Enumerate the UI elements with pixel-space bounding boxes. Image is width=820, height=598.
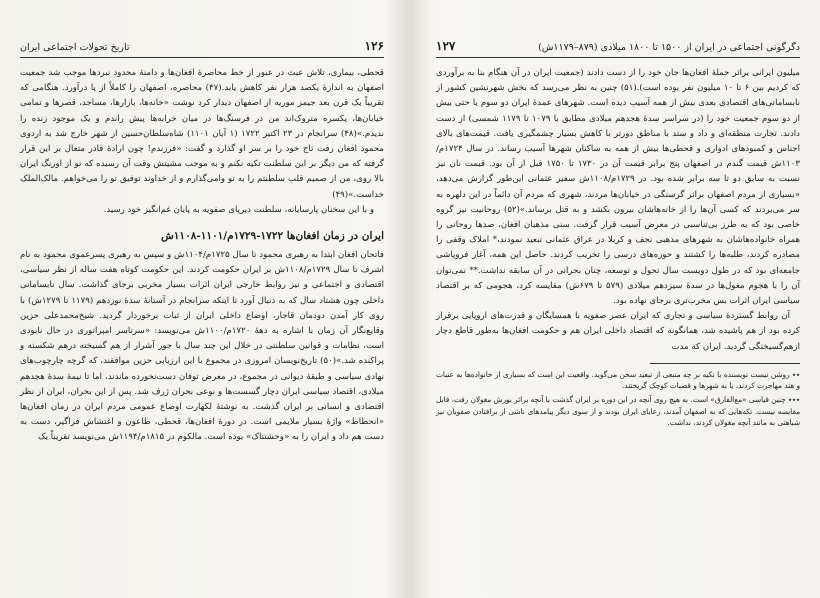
body-paragraph: فاتحان افغان ابتدا به رهبری محمود تا سال ۱۷۲۵م/۱۱۰۴ش و سپس به رهبری پسرعموی محمود به نام اشرف تا سال ۱۷۲۹م/۱۱۰۸ش بر ایران حکومت کردند. این حکومت کوتاه هفت ساله از نظر سیاسی، اقتصادی و اجتماعی و نیز روابط خارجی ایران اثرات بسیار مخربی برجای گذاشت. سال نابسامانی داخلی چون هشتاد سال که به دنبال آورد تا اینکه سرانجام در آستانهٔ سدهٔ نوزدهم (۱۱۷۹ تا ۱۲۷۹ش) با روی کار آمدن دودمان قاجار، اوضاع داخلی ایران از ثبات برخوردار گردید. شیخ‌محمدعلی حزین وقایع‌نگار آن زمان با اشاره به دههٔ ۱۷۲۰م/۱۱۰۰ش می‌نویسد: «سرتاسر امپراتوری در حال نابودی است، نظامات و قوانین سلطنتی در خلال این چند سال با جور اَشرار از هم گسیخته درهم شکسته و پراکنده شد.»(۵۰) تاریخ‌نویسان امروزی در مجموع با این ارزیابی حزین موافقند، که گرچه چارچوب‌های نهادی سیاسی و طبقهٔ دیوانی در مجموع، در معرض توفان دست‌نخورده ماندند، اما تا نیمهٔ سدهٔ هجدهم میلادی، اقتصاد سیاسی ایران دچار گسست‌ها و نوعی بحران ژرف شد. پس از این بحران، ایران از نظر اقتصادی و انسانی بر ایران گذشت. به نوشتهٔ لکهارت اوضاع عمومی مردم ایران در زمان افغان‌ها «انحطاط» واژهٔ بسیار ملایمی است. در دورهٔ افغان‌ها، قحطی، طاعون و اغتشاش فراگیر، دست به دست هم داد و ایران را به «وحشتناک» بوده است. مالکوم در ۱۸۱۵م/۱۱۹۴ش می‌نویسد تقریباً یک — [20, 250, 384, 443]
running-title: دگرگونی اجتماعی در ایران از ۱۵۰۰ تا ۱۸۰۰ میلادی (۸۷۹–۱۱۷۹ش) — [538, 42, 800, 53]
body-paragraph: و با این سخنان پارسایانه، سلطنت دیرپای صفویه به پایان غم‌انگیز خود رسید. — [103, 204, 374, 215]
footnote: ٭٭ روشن نیست نویسنده با تکیه بر چه منبعی از تبعید سخن می‌گوید. واقعیت این است که بسیاری از خانواده‌ها به عتبات و هند مهاجرت کردند، یا به شهرها و قصبات کوچک گریختند. — [436, 369, 800, 391]
left-page-header — [20, 40, 384, 58]
page-number: ۱۲۶ — [364, 39, 384, 53]
footnote: ٭٭٭ چنین قیاسی «مع‌الفارق» است. به هیچ روی آنچه در این دوره بر ایران گذشت با آنچه براثر یورش مغولان رفت، قابل مقایسه نیست. تکه‌هایی که به اصفهان آمدند، رعایای ایران بودند و از سوی دیگر پیامدهای ناشی از برافتادن صفویان نیز شباهتی به مانند آنچه مغولان کردند، نداشت. — [436, 395, 800, 428]
right-page — [410, 0, 820, 598]
body-paragraph: قحطی، بیماری، تلاش عبث در عبور از خط محاصرهٔ افغان‌ها و دامنهٔ محدود نبردها موجب شد جمعیت اصفهان به اندازهٔ یکصد هزار نفر کاهش یابد.(۴۷) محاصره، اصفهان را کاملاً از پا درآورد. هنگامی که تقریباً یک قرن بعد جیمز موریه از اصفهان دیدار کرد نوشت «خانه‌ها، بازارها، مساجد، قصرها و تمامی خیابان‌ها، یکسره متروک‌اند من در فرسنگ‌ها در میان خرابه‌ها پیش راندم و یک موجود زنده را ندیدم.»(۴۸) سرانجام در ۲۳ اکتبر ۱۷۲۲ (۱ آبان ۱۱۰۱) شاه‌سلطان‌حسین از شهر خارج شد به اردوی محمود افغان رفت تاج خود را بر سر او گذارد و گفت: «فرزندم! چون ارادهٔ قادر متعال بر این قرار گرفته که من دیگر بر این سلطنت تکیه نکنم و به موجب مشیتش وقت آن رسیده که تو از اورنگ ایران بالا روی، من از صمیم قلب سلطنتم را به تو وامی‌گذارم و از خداوند توفیق تو را می‌خواهم. مالک‌الملک خداست.»(۴۹) — [20, 68, 384, 200]
running-title: تاریخ تحولات اجتماعی ایران — [20, 42, 130, 53]
right-page-header — [436, 40, 800, 58]
footnote-divider — [650, 363, 800, 364]
body-paragraph: میلیون ایرانی براثر حملهٔ افغان‌ها جان خود را از دست دادند (جمعیت ایران در آن هنگام بنا به برآوردی که کردیم بین ۶ تا ۱۰ میلیون نفر بوده است).(۵۱) چنین به نظر می‌رسد که بخش شهرنشین کشور از نابسامانی‌های اقتصادی بعدی بیش از همه آسیب دیده است. شهرهای عمدهٔ ایران دو سوم یا حتی بیش از دو سوم جمعیت خود را (در سراسر سدهٔ هجدهم میلادی مطابق با ۱۰۷۹ تا ۱۱۷۹ شمسی) از دست دادند. تجارت منطقه‌ای و داد و ستد با مناطق دورتر با کاهش بسیار چشمگیری یافت. قیمت‌های بالای اجناس و کمبودهای ادواری و قحطی‌ها بیش از همه به ساکنان شهرها آسیب رساند. در سال ۱۷۲۴م/۱۱۰۳ش قیمت گندم در اصفهان پنج برابر قیمت آن در ۱۷۳۰ تا ۱۷۵۰ قبل از آن بود. قیمت نان نیز نسبت به سابق دو تا سه برابر شده بود. در ۱۷۲۹م/۱۱۰۸ش سفیر عثمانی این‌طور گزارش می‌دهد، «بسیاری از مردم اصفهان براثر گرسنگی در خیابان‌ها مردند، شهری که مردم آن دائماً در این دلهره به سر می‌بردند که کسی آن‌ها را از خانه‌هاشان بیرون بکشد و به قتل برساند.»(۵۲) روحانیت نیز گروه خاصی بود که به طرز بی‌تناسبی در معرض آسیب قرار گرفت. سنی مذهبان افغان، صدها روحانی را همراه خانواده‌هاشان به شهرهای مذهبی نجف و کربلا در عراق عثمانی تبعید نمودند،* املاک وقفی را مصادره کردند، طلبه‌ها را کشتند و حوزه‌های درسی را تخریب کردند. حاصل این همه، آغاز فروپاشی جامعه‌ای بود که در طول دویست سال تحول و توسعه، چنان بحرانی در آن سابقه نداشت.** نمی‌توان آن را با هجوم مغول‌ها در سدهٔ سیزدهم میلادی (۵۷۹ تا ۶۷۹ش) مقایسه کرد، هجومی که بر اقتصاد سیاسی ایران اثرات بس مخرب‌تری برجای نهاده بود. — [436, 68, 800, 307]
section-heading: ایران در زمان افغان‌ها ۱۷۲۲-۱۷۲۹م/۱۱۰۱-۱۱۰۸ش — [160, 230, 384, 243]
page-number: ۱۲۷ — [436, 39, 456, 53]
body-paragraph: آن روابط گستردهٔ سیاسی و تجاری که ایران عصر صفویه با همسایگان و قدرت‌های اروپایی برقرار کرده بود از هم پاشیده شد، همانگونه که اقتصاد داخلی ایران هم و حکومت افغان‌ها به‌طور قاطع دچار ازهم‌گسیختگی گردید. ایران که مدت — [436, 311, 800, 352]
